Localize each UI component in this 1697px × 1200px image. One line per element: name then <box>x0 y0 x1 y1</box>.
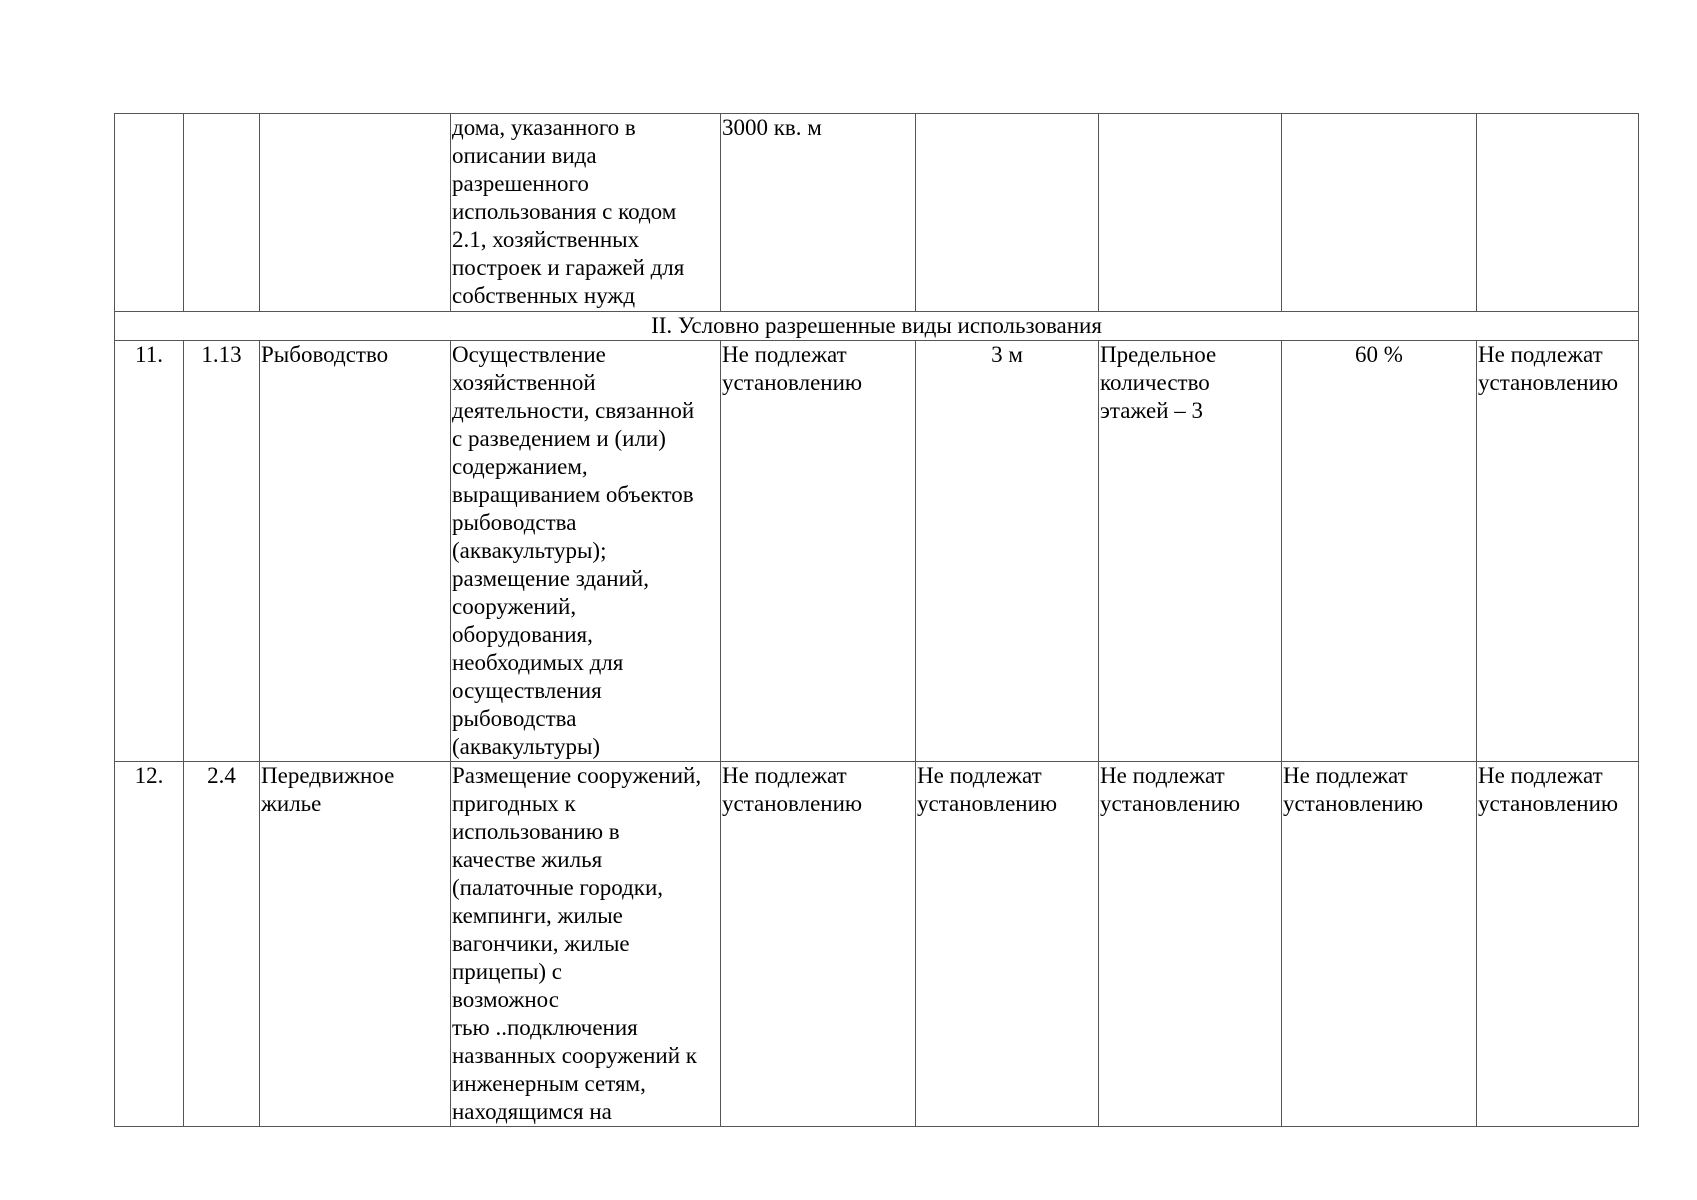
cell-coverage <box>1282 114 1477 312</box>
cell-area: 3000 кв. м <box>721 114 916 312</box>
cell-setback: 3 м <box>916 341 1099 762</box>
cell-name: Рыбоводство <box>260 341 451 762</box>
cell-floors: Не подлежат установлению <box>1099 762 1282 1127</box>
cell-area: Не подлежат установлению <box>721 341 916 762</box>
cell-description: Осуществление хозяйственной деятельности, связанной с разведением и (или) содержанием, выращиванием объектов рыбоводства (аквакультуры); размещение зданий, сооружений, оборудования, необходимых для осуществления рыбоводства (аквакультуры) <box>451 341 721 762</box>
cell-description: дома, указанного в описании вида разрешенного использования с кодом 2.1, хозяйственных построек и гаражей для собственных нужд <box>451 114 721 312</box>
cell-other: Не подлежат установлению <box>1477 341 1639 762</box>
cell-area: Не подлежат установлению <box>721 762 916 1127</box>
zoning-table <box>114 113 1639 1127</box>
cell-code <box>184 114 260 312</box>
cell-coverage: 60 % <box>1282 341 1477 762</box>
cell-num <box>115 114 184 312</box>
cell-floors <box>1099 114 1282 312</box>
section-title: II. Условно разрешенные виды использования <box>115 312 1639 341</box>
cell-other <box>1477 114 1639 312</box>
cell-name: Передвижное жилье <box>260 762 451 1127</box>
section-header-row <box>115 312 1639 341</box>
cell-coverage: Не подлежат установлению <box>1282 762 1477 1127</box>
table-row <box>115 762 1639 1127</box>
cell-floors: Предельное количество этажей – 3 <box>1099 341 1282 762</box>
cell-setback: Не подлежат установлению <box>916 762 1099 1127</box>
cell-name <box>260 114 451 312</box>
cell-num: 12. <box>115 762 184 1127</box>
cell-code: 1.13 <box>184 341 260 762</box>
cell-num: 11. <box>115 341 184 762</box>
table-row <box>115 341 1639 762</box>
cell-description: Размещение сооружений, пригодных к использованию в качестве жилья (палаточные городки, кемпинги, жилые вагончики, жилые прицепы) с возможнос тью ..подключения названных сооружений к инженерным сетям, находящимся на <box>451 762 721 1127</box>
cell-other: Не подлежат установлению <box>1477 762 1639 1127</box>
cell-code: 2.4 <box>184 762 260 1127</box>
table-row <box>115 114 1639 312</box>
cell-setback <box>916 114 1099 312</box>
